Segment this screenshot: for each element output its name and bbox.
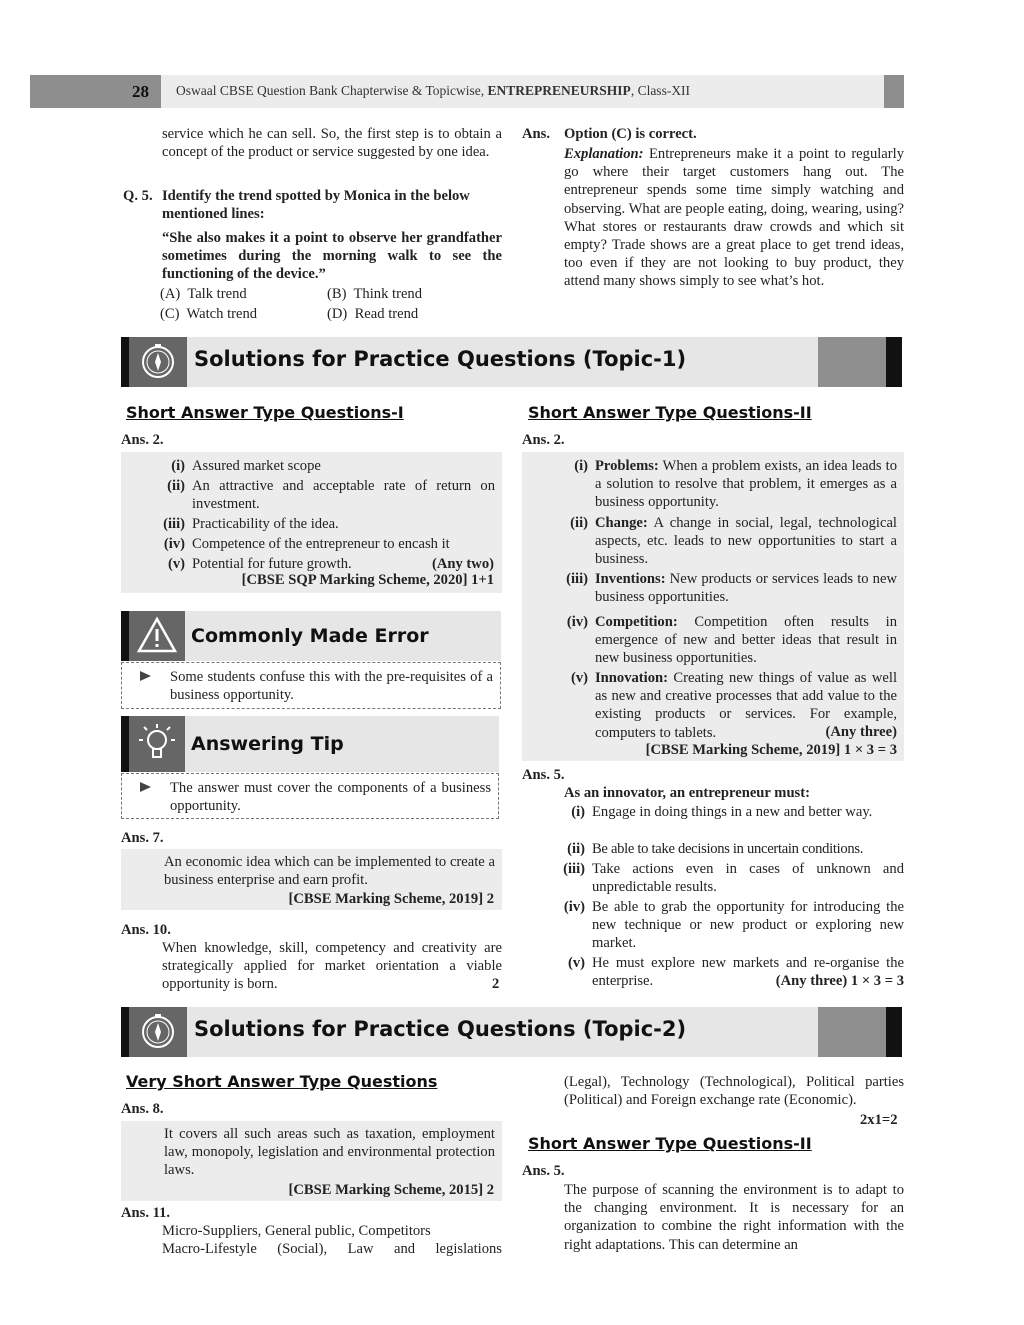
answer-text: The purpose of scanning the environment is to adapt to the changing environment. It is necessary for an organization to combine the right information with the right adaptations. This can determine an <box>564 1182 904 1253</box>
continued-answer: (Legal), Technology (Technological), Political parties (Political) and Foreign exchange rate (Economic). <box>564 1074 904 1109</box>
explanation-label: Explanation: <box>564 146 644 162</box>
common-error-box <box>121 662 501 709</box>
pointer-icon <box>140 671 151 681</box>
answer-box <box>121 452 502 593</box>
section-heading-vsaq: Very Short Answer Type Questions <box>126 1072 438 1091</box>
answer-line: Macro-Lifestyle (Social), Law and legislations <box>162 1241 502 1257</box>
marking-scheme: [CBSE Marking Scheme, 2019] 2 <box>288 891 494 907</box>
header-end-block <box>884 75 904 108</box>
answer-label: Ans. 10. <box>121 922 171 938</box>
question-text: Identify the trend spotted by Monica in the below mentioned lines: <box>162 188 470 223</box>
answer-intro: As an innovator, an entrepreneur must: <box>564 785 810 801</box>
answer-text: When knowledge, skill, competency and creativity are strategically applied for market orientation a viable opportunity is born. <box>162 940 502 993</box>
answer-box <box>522 452 904 761</box>
marking-scheme: [CBSE Marking Scheme, 2015] 2 <box>288 1182 494 1198</box>
answer-explanation <box>564 145 904 291</box>
common-error-header <box>121 611 501 661</box>
continued-text: service which he can sell. So, the first step is to obtain a concept of the product or service suggested by one idea. <box>162 126 502 161</box>
marking-scheme: [CBSE Marking Scheme, 2019] 1 × 3 = 3 <box>645 742 897 758</box>
answering-tip-header <box>121 716 499 772</box>
section-title: Solutions for Practice Questions (Topic-2) <box>194 1017 687 1041</box>
page-number-box <box>30 75 161 108</box>
header-class: , Class-XII <box>630 83 691 98</box>
answer-label: Ans. 5. <box>522 1163 565 1179</box>
warning-icon <box>129 611 185 661</box>
answer-line: Micro-Suppliers, General public, Competitors <box>162 1223 431 1239</box>
answer-list: (i) Assured market scope (ii) An attractive and acceptable rate of return on investment. (iii) Practicability of the idea. (iv) Competence of the entrepreneur to encash it (v) Potential for future growth. (Any two) <box>163 458 495 572</box>
answer-label: Ans. 8. <box>121 1101 164 1117</box>
question-label: Q. 5. <box>123 188 153 204</box>
answer-label: Ans. 7. <box>121 830 164 846</box>
answer-label: Ans. 11. <box>121 1205 171 1221</box>
option-a: (A) Talk trend <box>160 286 247 302</box>
header-subject: ENTREPRENEURSHIP <box>487 83 631 98</box>
running-header <box>176 83 690 99</box>
option-b: (B) Think trend <box>327 286 423 302</box>
section-heading-saq2: Short Answer Type Questions-II <box>528 403 812 422</box>
section-title: Solutions for Practice Questions (Topic-1) <box>194 347 687 371</box>
section-heading-saq1: Short Answer Type Questions-I <box>126 403 404 422</box>
answer-label: Ans. <box>522 126 550 142</box>
marking-scheme: [CBSE SQP Marking Scheme, 2020] 1+1 <box>241 572 494 588</box>
common-error-title: Commonly Made Error <box>191 625 429 647</box>
answer-option: Option (C) is correct. <box>564 126 697 142</box>
answer-list: (i) Problems: When a problem exists, an idea leads to a solution to resolve that problem, it emerges as a business opportunity. (ii) Change: A change in social, legal, technological aspects, etc. leads to new opportunities to start a business. (iii) Inventions: New products or services leads to new business opportunities. (iv) Competition: Competition often results in emergence of new and better ideas that result in new business opportunities. (v) Innovation: Creating new things of value as well as new and creative processes that add value to the existing products or services. For example, computers to tablets. (Any three) <box>566 458 897 741</box>
answer-list: (i) Engage in doing things in a new and better way. (ii) Be able to take decisions in uncertain conditions. (iii) Take actions even in cases of unknown and unpredictable results. (iv) Be able to grab the opportunity for introducing the new technique or new product or exploring new market. (v) He must explore new markets and re-organise the enterprise. (Any three) 1 × 3 = 3 <box>563 804 904 990</box>
question-options <box>160 286 500 326</box>
section-heading-saq2: Short Answer Type Questions-II <box>528 1134 812 1153</box>
answer-box <box>121 849 502 910</box>
answer-label: Ans. 2. <box>121 432 164 448</box>
pointer-icon <box>140 782 151 792</box>
marks: 2 <box>492 976 500 992</box>
compass-icon <box>129 1007 187 1057</box>
answering-tip-title: Answering Tip <box>191 733 344 755</box>
answer-text: An economic idea which can be implemented to create a business enterprise and earn profit. <box>164 854 495 889</box>
marks: 2x1=2 <box>860 1112 898 1128</box>
section-banner-topic-2 <box>121 1007 902 1057</box>
lightbulb-icon <box>129 716 185 772</box>
common-error-text: Some students confuse this with the pre-requisites of a business opportunity. <box>170 669 493 704</box>
header-title-pre: Oswaal CBSE Question Bank Chapterwise & Topicwise, <box>176 83 488 98</box>
answer-label: Ans. 2. <box>522 432 565 448</box>
option-c: (C) Watch trend <box>160 306 258 322</box>
answer-label: Ans. 5. <box>522 767 565 783</box>
option-d: (D) Read trend <box>327 306 419 322</box>
answer-text: It covers all such areas such as taxation, employment law, monopoly, legislation and environmental protection laws. <box>164 1126 495 1179</box>
page-number: 28 <box>132 82 149 101</box>
answering-tip-text: The answer must cover the components of a business opportunity. <box>170 780 491 815</box>
answering-tip-box <box>121 773 499 819</box>
answer-box <box>121 1121 502 1201</box>
compass-icon <box>129 337 187 387</box>
question-quote: “She also makes it a point to observe her grandfather sometimes during the morning walk to see the functioning of the device.” <box>162 230 502 283</box>
section-banner-topic-1 <box>121 337 902 387</box>
explanation-text: Entrepreneurs make it a point to regularly go where their target customers hang out. The entrepreneur spends some time simply watching and observing. What are people eating, doing, wearing, using? What stores or restaurants draw crowds and which sit empty? Trade shows are a great place to get trend ideas, too even if they are not looking to buy product, they attend many shows simply to see what’s hot. <box>564 146 904 290</box>
